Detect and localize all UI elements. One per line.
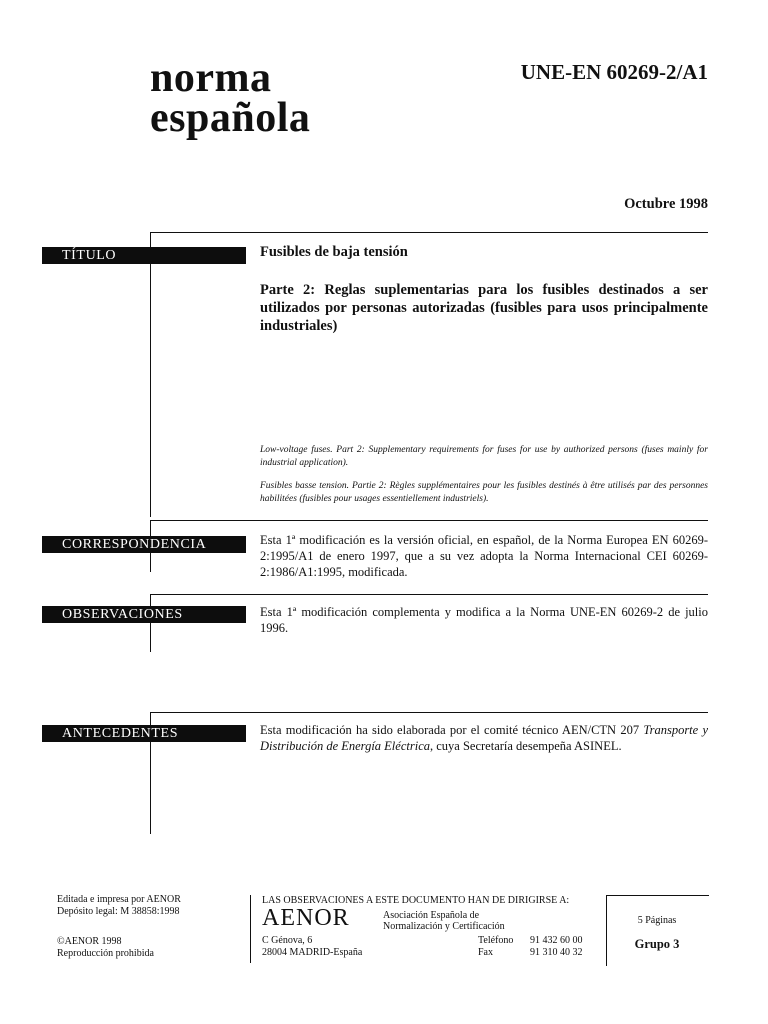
aenor-org-line-1: Asociación Española de [383,910,480,921]
footer-fax-label: Fax [478,947,493,958]
aenor-org-name [383,911,505,932]
publication-date: Octubre 1998 [624,196,708,212]
footer-phone: 91 432 60 00 [530,935,583,946]
footer-deposit: Depósito legal: M 38858:1998 [57,906,180,917]
footer-phone-label: Teléfono [478,935,514,946]
page-count: 5 Páginas [637,915,677,926]
antecedentes-text-start: Esta modificación ha sido elaborada por el comité técnico AEN/CTN 207 [260,723,644,737]
brand-line-2: española [150,95,311,141]
section-label-observaciones: OBSERVACIONES [42,606,246,623]
footer-vertical-rule [250,895,251,963]
footer-fax: 91 310 40 32 [530,947,583,958]
footer-rights [57,936,154,960]
antecedentes-text [260,722,708,754]
price-group: Grupo 3 [634,937,680,951]
footer-reproduction: Reproducción prohibida [57,948,154,959]
footer-contact-labels [478,935,513,959]
footer-contact-values [530,935,583,959]
footer-edited: Editada e impresa por AENOR [57,894,181,905]
divider-titulo [150,232,708,233]
title-main: Fusibles de baja tensión [260,244,408,260]
footer-edition [57,894,181,918]
correspondencia-text: Esta 1ª modificación es la versión oficial, en español, de la Norma Europea EN 60269-2:1995/A1 de enero 1997, que a su vez adopta la Norma Internacional CEI 60269-2:1986/A1:1995, modificada. [260,533,708,579]
vertical-rule-observaciones [150,594,151,652]
divider-correspondencia [150,520,708,521]
aenor-org-line-2: Normalización y Certificación [383,920,505,932]
divider-antecedentes [150,712,708,713]
section-label-titulo: TÍTULO [42,247,246,264]
antecedentes-text-end: , cuya Secretaría desempeña ASINEL. [430,739,622,753]
aenor-logo: AENOR [262,905,350,931]
brand-title [150,55,311,141]
section-label-correspondencia: CORRESPONDENCIA [42,536,246,553]
title-french: Fusibles basse tension. Partie 2: Règles supplémentaires pour les fusibles destinés à être utilisés par des personnes habilitées (fusibles pour usages essentiellement industriels). [260,481,708,504]
divider-observaciones [150,594,708,595]
footer-address-city: 28004 MADRID-España [262,947,363,958]
title-part: Parte 2: Reglas suplementarias para los fusibles destinados a ser utilizados por personas autorizadas (fusibles para usos principalmente industriales) [260,282,708,334]
observaciones-text: Esta 1ª modificación complementa y modifica a la Norma UNE-EN 60269-2 de julio 1996. [260,605,708,635]
footer-copyright: ©AENOR 1998 [57,936,122,947]
footer-address-street: C Génova, 6 [262,935,313,946]
standard-code: UNE-EN 60269-2/A1 [520,60,708,84]
section-label-antecedentes: ANTECEDENTES [42,725,246,742]
antecedentes-text-italic: Transporte y Distribución de Energía Eléctrica [260,723,708,753]
vertical-rule-titulo [150,232,151,517]
title-english: Low-voltage fuses. Part 2: Supplementary requirements for fuses for use by authorized persons (fuses mainly for industrial application). [260,445,708,468]
brand-line-1: norma [150,55,272,101]
footer-address [262,935,362,959]
pages-group-box [606,895,709,966]
footer-notice: LAS OBSERVACIONES A ESTE DOCUMENTO HAN DE DIRIGIRSE A: [262,895,570,906]
